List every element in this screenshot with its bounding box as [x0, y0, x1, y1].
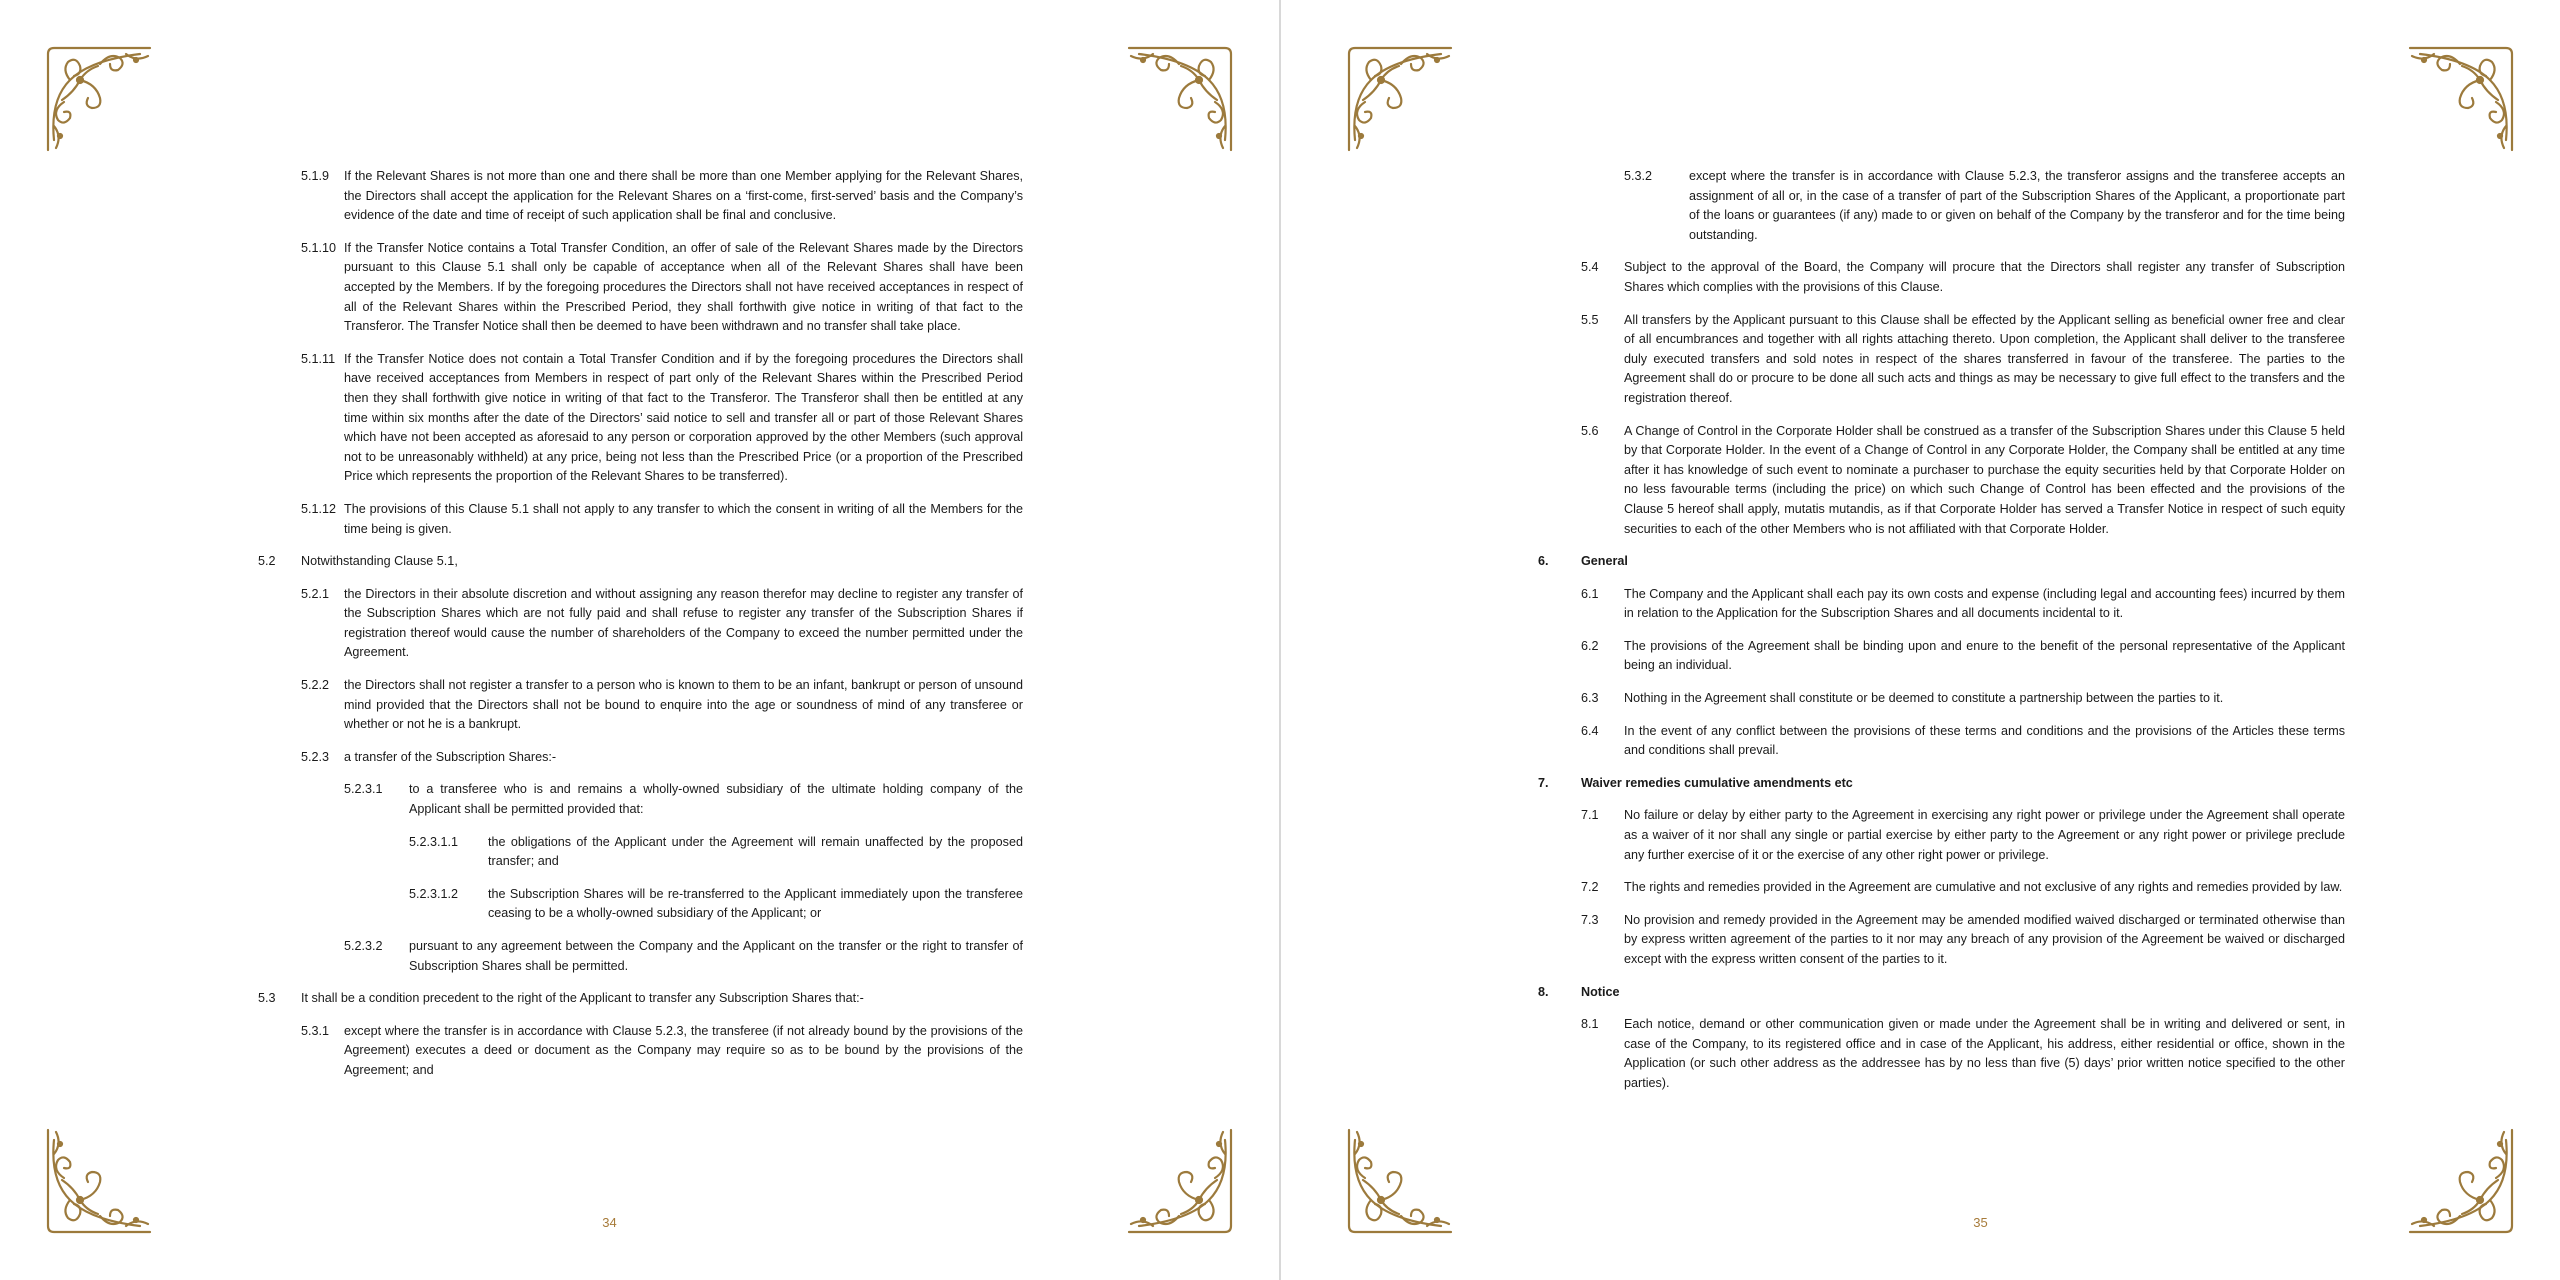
clause	[258, 885, 1023, 924]
clause-number: 7.2	[1581, 880, 1599, 895]
clause-text: In the event of any conflict between the provisions of these terms and conditions and the provisions of the Articles these terms and conditions shall prevail.	[1624, 723, 2345, 758]
page-number: 34	[602, 1215, 617, 1230]
clause-number: 5.2.1	[301, 586, 330, 601]
clause-text: Subject to the approval of the Board, the Company will procure that the Directors shall register any transfer of Subscription Shares which complies with the provisions of this Clause.	[1624, 260, 2345, 294]
clause-text: Each notice, demand or other communication given or made under the Agreement shall be in writing and delivered or sent, in case of the Company, to its registered office and in case of the Applicant, his address, either residential or office, shown in the Application (or such other address as the addressee has by no less than five (5) days’ prior written notice specified to the other parties).	[1624, 1017, 2345, 1090]
clause	[1538, 806, 2345, 865]
clause-number: 5.2.3.1.1	[409, 834, 459, 849]
clause	[1538, 311, 2345, 409]
clause-number: 5.2.3.1.2	[409, 886, 459, 901]
clause	[258, 167, 1023, 226]
clause-text: except where the transfer is in accordance with Clause 5.2.3, the transferee (if not already bound by the provisions of the Agreement) executes a deed or document as the Company may require so as to be bound by the provisions of the Agreement; and	[344, 1023, 1023, 1077]
page-number: 35	[1973, 1215, 1988, 1230]
section-heading	[1538, 983, 2345, 1003]
clause-number: 5.2	[258, 554, 276, 569]
clause-number: 5.3.2	[1624, 169, 1653, 183]
clause-number: 5.4	[1581, 260, 1599, 275]
clause-text: If the Relevant Shares is not more than one and there shall be more than one Member applying for the Relevant Shares, the Directors shall accept the application for the Relevant Shares on a ‘first-come, first-served’ basis and the Company’s evidence of the date and time of receipt of such application shall be final and conclusive.	[344, 169, 1023, 223]
page-34	[0, 0, 1279, 1280]
clause-number: 7.1	[1581, 808, 1599, 823]
clause-text: If the Transfer Notice does not contain a Total Transfer Condition and if by the foregoing procedures the Directors shall have received acceptances from Members in respect of part only of the Relevant Shares within the Prescribed Period then they shall forthwith give notice in writing of that fact to the Transferor. The Transferor shall then be entitled at any time within six months after the date of the Directors’ said notice to sell and transfer all or part of those Relevant Shares which have not been accepted as aforesaid to any person or corporation approved by the other Members (such approval not to be unreasonably withheld) at any price, being not less than the Prescribed Price (or a proportion of the Prescribed Price which represents the proportion of the Relevant Shares to be transferred).	[344, 351, 1023, 484]
clause	[1538, 722, 2345, 761]
section-title: Notice	[1581, 984, 1620, 999]
filigree-corner-icon	[1119, 40, 1239, 160]
section-heading	[1538, 552, 2345, 572]
filigree-corner-icon	[1341, 40, 1461, 160]
clause	[258, 239, 1023, 337]
clause	[258, 937, 1023, 976]
clause-number: 5.3	[258, 991, 276, 1006]
section-number: 8.	[1538, 984, 1549, 999]
clause-text: No failure or delay by either party to the Agreement in exercising any right power or privilege under the Agreement shall operate as a waiver of it nor shall any single or partial exercise by either party to the Agreement or any right power or privilege preclude any further exercise of it or the exercise of any other right power or privilege.	[1624, 808, 2345, 862]
filigree-corner-icon	[40, 40, 160, 160]
clause-text: If the Transfer Notice contains a Total Transfer Condition, an offer of sale of the Relevant Shares made by the Directors pursuant to this Clause 5.1 shall only be capable of acceptance when all of the Relevant Shares shall have been accepted by the Members. If by the foregoing procedures the Directors shall not have received acceptances in respect of all of the Relevant Shares within the Prescribed Period, they shall forthwith give notice in writing of that fact to the Transferor. The Transfer Notice shall then be deemed to have been withdrawn and no transfer shall take place.	[344, 240, 1023, 334]
clause-text: to a transferee who is and remains a wholly-owned subsidiary of the ultimate holding company of the Applicant shall be permitted provided that:	[409, 782, 1023, 817]
clause	[258, 780, 1023, 819]
clause	[1538, 878, 2345, 898]
page-body	[258, 167, 1023, 1094]
clause-number: 5.1.10	[301, 240, 337, 255]
clause-number: 7.3	[1581, 912, 1599, 927]
clause-text: All transfers by the Applicant pursuant to this Clause shall be effected by the Applicant selling as beneficial owner free and clear of all encumbrances and together with all rights attaching thereto. Upon completion, the Applicant shall deliver to the transferee duly executed transfers and sold notes in respect of the shares transferred in favour of the transferee. The parties to the Agreement shall do or procure to be done all such acts and things as may be necessary to give full effect to the transfers and the registration thereof.	[1624, 312, 2345, 405]
clause-number: 5.2.3	[301, 749, 330, 764]
clause	[1538, 637, 2345, 676]
clause-number: 5.6	[1581, 423, 1599, 438]
page-body	[1538, 167, 2345, 1107]
clause	[1538, 585, 2345, 624]
clause	[258, 585, 1023, 663]
clause-number: 5.2.2	[301, 678, 330, 693]
clause-number: 5.5	[1581, 312, 1599, 327]
section-number: 6.	[1538, 554, 1549, 569]
clause-number: 5.1.12	[301, 501, 337, 516]
clause-number: 5.1.11	[301, 351, 336, 366]
clause-number: 6.3	[1581, 691, 1599, 706]
clause	[1538, 258, 2345, 297]
section-title: Waiver remedies cumulative amendments etc	[1581, 775, 1853, 790]
clause-number: 8.1	[1581, 1017, 1599, 1032]
clause	[258, 748, 1023, 768]
clause	[258, 989, 1023, 1009]
clause	[1538, 167, 2345, 245]
clause-number: 5.2.3.2	[344, 939, 383, 953]
clause	[1538, 689, 2345, 709]
clause-text: the obligations of the Applicant under the Agreement will remain unaffected by the proposed transfer; and	[488, 834, 1023, 869]
section-title: General	[1581, 554, 1628, 569]
clause	[1538, 1015, 2345, 1093]
clause-text: No provision and remedy provided in the Agreement may be amended modified waived discharged or terminated otherwise than by express written agreement of the parties to it nor may any breach of any provision of the Agreement be waived or discharged except with the express written consent of the parties to it.	[1624, 912, 2345, 966]
clause-text: the Directors in their absolute discretion and without assigning any reason therefor may decline to register any transfer of the Subscription Shares which are not fully paid and shall refuse to register any transfer of the Subscription Shares if registration thereof would cause the number of shareholders of the Company to exceed the number permitted under the Agreement.	[344, 586, 1023, 660]
clause-text: the Directors shall not register a transfer to a person who is known to them to be an infant, bankrupt or person of unsound mind provided that the Directors shall not be bound to enquire into the age or soundness of mind of any transferee or whether or not he is a bankrupt.	[344, 678, 1023, 732]
clause	[258, 552, 1023, 572]
clause-text: The provisions of this Clause 5.1 shall not apply to any transfer to which the consent in writing of all the Members for the time being is given.	[344, 501, 1023, 536]
clause	[258, 1022, 1023, 1081]
clause	[258, 676, 1023, 735]
clause-text: pursuant to any agreement between the Company and the Applicant on the transfer or the right to transfer of Subscription Shares shall be permitted.	[409, 939, 1023, 973]
clause-text: The provisions of the Agreement shall be binding upon and enure to the benefit of the personal representative of the Applicant being an individual.	[1624, 638, 2345, 673]
clause	[258, 833, 1023, 872]
clause-text: Nothing in the Agreement shall constitute or be deemed to constitute a partnership between the parties to it.	[1624, 691, 2224, 706]
clause-text: the Subscription Shares will be re-transferred to the Applicant immediately upon the transferee ceasing to be a wholly-owned subsidiary of the Applicant; or	[488, 886, 1023, 921]
clause-text: The rights and remedies provided in the Agreement are cumulative and not exclusive of any rights and remedies provided by law.	[1624, 880, 2343, 895]
clause-number: 6.4	[1581, 723, 1599, 738]
clause-text: The Company and the Applicant shall each pay its own costs and expense (including legal and accounting fees) incurred by them in relation to the Application for the Subscription Shares and all documents incidental to it.	[1624, 586, 2345, 621]
clause	[258, 350, 1023, 487]
clause-text: It shall be a condition precedent to the right of the Applicant to transfer any Subscription Shares that:-	[301, 991, 864, 1006]
clause-number: 5.1.9	[301, 169, 330, 183]
clause	[258, 500, 1023, 539]
clause-text: except where the transfer is in accordance with Clause 5.2.3, the transferor assigns and the transferee accepts an assignment of all or, in the case of a transfer of part of the Subscription Shares of the Applicant, a proportionate part of the loans or guarantees (if any) made to or given on behalf of the Company by the transferor and for the time being outstanding.	[1689, 169, 2345, 242]
section-heading	[1538, 774, 2345, 794]
clause-number: 5.3.1	[301, 1023, 330, 1038]
clause-number: 6.2	[1581, 638, 1599, 653]
clause	[1538, 422, 2345, 540]
clause-number: 6.1	[1581, 586, 1599, 601]
clause-text: a transfer of the Subscription Shares:-	[344, 749, 557, 764]
section-number: 7.	[1538, 775, 1549, 790]
page-35	[1281, 0, 2560, 1280]
clause-text: A Change of Control in the Corporate Holder shall be construed as a transfer of the Subscription Shares under this Clause 5 held by that Corporate Holder. In the event of a Change of Control in any Corporate Holder, the Company shall be entitled at any time after it has knowledge of such event to nominate a purchaser to purchase the equity securities held by that Corporate Holder on no less favourable terms (including the price) on which such Change of Control has been effected and the provisions of the Clause 5 hereof shall apply, mutatis mutandis, as if that Corporate Holder has served a Transfer Notice in respect of such equity securities to each of the other Members who is not affiliated with that Corporate Holder.	[1624, 423, 2345, 536]
filigree-corner-icon	[2400, 40, 2520, 160]
clause-text: Notwithstanding Clause 5.1,	[301, 554, 458, 569]
clause-number: 5.2.3.1	[344, 782, 383, 797]
clause	[1538, 911, 2345, 970]
